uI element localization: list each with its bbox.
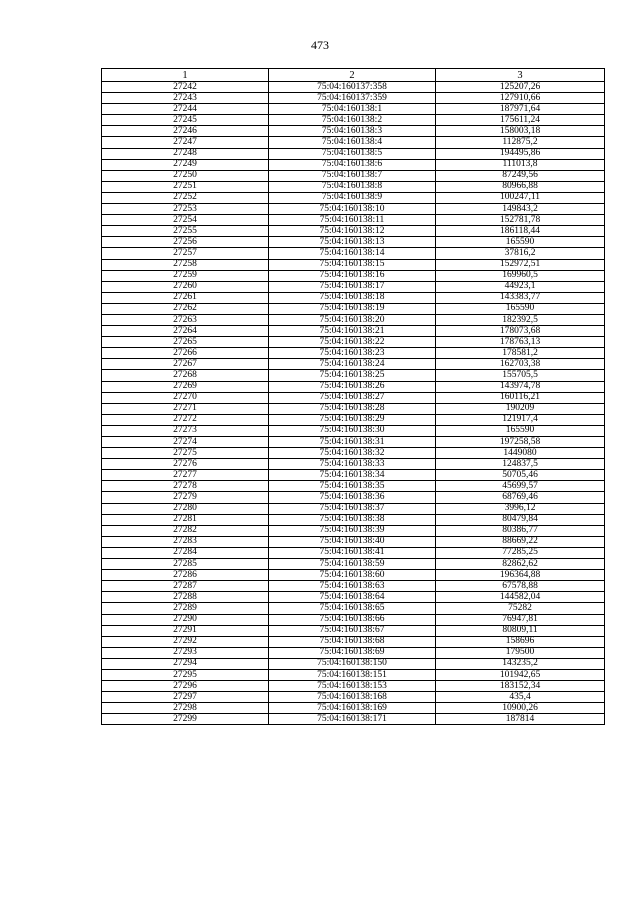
row-number-cell: 27289 <box>102 603 269 614</box>
cadastral-number-cell: 75:04:160138:151 <box>269 669 436 680</box>
table-row <box>102 703 605 714</box>
table-row <box>102 592 605 603</box>
cadastral-number-cell: 75:04:160138:26 <box>269 381 436 392</box>
row-number-cell: 27280 <box>102 503 269 514</box>
table-row <box>102 714 605 725</box>
cadastral-number-cell: 75:04:160138:24 <box>269 359 436 370</box>
cadastral-number-cell: 75:04:160138:171 <box>269 714 436 725</box>
value-cell: 77285,25 <box>436 547 605 558</box>
row-number-cell: 27270 <box>102 392 269 403</box>
table-row <box>102 93 605 104</box>
cadastral-number-cell: 75:04:160138:69 <box>269 647 436 658</box>
row-number-cell: 27246 <box>102 126 269 137</box>
row-number-cell: 27269 <box>102 381 269 392</box>
value-cell: 121917,4 <box>436 414 605 425</box>
cadastral-number-cell: 75:04:160138:65 <box>269 603 436 614</box>
row-number-cell: 27261 <box>102 292 269 303</box>
cadastral-number-cell: 75:04:160138:5 <box>269 148 436 159</box>
cadastral-number-cell: 75:04:160138:150 <box>269 658 436 669</box>
row-number-cell: 27276 <box>102 459 269 470</box>
cadastral-number-cell: 75:04:160138:64 <box>269 592 436 603</box>
table-row <box>102 204 605 215</box>
table-row <box>102 159 605 170</box>
cadastral-number-cell: 75:04:160138:7 <box>269 170 436 181</box>
row-number-cell: 27283 <box>102 536 269 547</box>
table-row <box>102 669 605 680</box>
value-cell: 127910,66 <box>436 93 605 104</box>
table-row <box>102 603 605 614</box>
value-cell: 152972,51 <box>436 259 605 270</box>
page-number: 473 <box>311 38 329 52</box>
cadastral-number-cell: 75:04:160138:21 <box>269 326 436 337</box>
cadastral-number-cell: 75:04:160138:169 <box>269 703 436 714</box>
table-row <box>102 192 605 203</box>
cadastral-number-cell: 75:04:160138:30 <box>269 425 436 436</box>
cadastral-number-cell: 75:04:160138:11 <box>269 215 436 226</box>
table-row <box>102 525 605 536</box>
cadastral-number-cell: 75:04:160138:34 <box>269 470 436 481</box>
cadastral-number-cell: 75:04:160138:59 <box>269 559 436 570</box>
table-row <box>102 559 605 570</box>
value-cell: 149843,2 <box>436 204 605 215</box>
table-row <box>102 437 605 448</box>
cadastral-number-cell: 75:04:160138:1 <box>269 104 436 115</box>
table-row <box>102 381 605 392</box>
row-number-cell: 27247 <box>102 137 269 148</box>
table-row <box>102 681 605 692</box>
row-number-cell: 27251 <box>102 181 269 192</box>
value-cell: 68769,46 <box>436 492 605 503</box>
row-number-cell: 27250 <box>102 170 269 181</box>
value-cell: 197258,58 <box>436 437 605 448</box>
row-number-cell: 27248 <box>102 148 269 159</box>
cadastral-number-cell: 75:04:160138:6 <box>269 159 436 170</box>
value-cell: 178073,68 <box>436 326 605 337</box>
table-header-row <box>102 69 605 82</box>
value-cell: 124837,5 <box>436 459 605 470</box>
row-number-cell: 27258 <box>102 259 269 270</box>
table-row <box>102 625 605 636</box>
cadastral-number-cell: 75:04:160138:67 <box>269 625 436 636</box>
cadastral-number-cell: 75:04:160138:25 <box>269 370 436 381</box>
row-number-cell: 27262 <box>102 303 269 314</box>
row-number-cell: 27263 <box>102 314 269 325</box>
row-number-cell: 27284 <box>102 547 269 558</box>
row-number-cell: 27257 <box>102 248 269 259</box>
cadastral-number-cell: 75:04:160138:153 <box>269 681 436 692</box>
cadastral-number-cell: 75:04:160138:28 <box>269 403 436 414</box>
value-cell: 87249,56 <box>436 170 605 181</box>
value-cell: 187971,64 <box>436 104 605 115</box>
row-number-cell: 27272 <box>102 414 269 425</box>
cadastral-number-cell: 75:04:160138:40 <box>269 536 436 547</box>
value-cell: 160116,21 <box>436 392 605 403</box>
table-row <box>102 337 605 348</box>
row-number-cell: 27278 <box>102 481 269 492</box>
value-cell: 143974,78 <box>436 381 605 392</box>
value-cell: 125207,26 <box>436 82 605 93</box>
row-number-cell: 27255 <box>102 226 269 237</box>
value-cell: 143383,77 <box>436 292 605 303</box>
row-number-cell: 27264 <box>102 326 269 337</box>
cadastral-number-cell: 75:04:160138:35 <box>269 481 436 492</box>
cadastral-number-cell: 75:04:160138:18 <box>269 292 436 303</box>
cadastral-number-cell: 75:04:160137:358 <box>269 82 436 93</box>
cadastral-number-cell: 75:04:160137:359 <box>269 93 436 104</box>
table-row <box>102 359 605 370</box>
value-cell: 100247,11 <box>436 192 605 203</box>
value-cell: 162703,38 <box>436 359 605 370</box>
row-number-cell: 27296 <box>102 681 269 692</box>
value-cell: 194495,86 <box>436 148 605 159</box>
table-row <box>102 425 605 436</box>
table-row <box>102 82 605 93</box>
row-number-cell: 27271 <box>102 403 269 414</box>
table-row <box>102 326 605 337</box>
cadastral-number-cell: 75:04:160138:66 <box>269 614 436 625</box>
table-row <box>102 403 605 414</box>
cadastral-number-cell: 75:04:160138:168 <box>269 692 436 703</box>
table-row <box>102 392 605 403</box>
row-number-cell: 27267 <box>102 359 269 370</box>
row-number-cell: 27295 <box>102 669 269 680</box>
cadastral-number-cell: 75:04:160138:19 <box>269 303 436 314</box>
cadastral-number-cell: 75:04:160138:13 <box>269 237 436 248</box>
value-cell: 178581,2 <box>436 348 605 359</box>
value-cell: 178763,13 <box>436 337 605 348</box>
column-header-1: 1 <box>102 69 269 82</box>
value-cell: 88669,22 <box>436 536 605 547</box>
row-number-cell: 27287 <box>102 581 269 592</box>
table-row <box>102 215 605 226</box>
value-cell: 80479,84 <box>436 514 605 525</box>
value-cell: 75282 <box>436 603 605 614</box>
row-number-cell: 27249 <box>102 159 269 170</box>
cadastral-number-cell: 75:04:160138:39 <box>269 525 436 536</box>
cadastral-number-cell: 75:04:160138:60 <box>269 570 436 581</box>
table-row <box>102 636 605 647</box>
value-cell: 45699,57 <box>436 481 605 492</box>
table-row <box>102 470 605 481</box>
cadastral-number-cell: 75:04:160138:22 <box>269 337 436 348</box>
table-row <box>102 570 605 581</box>
table-row <box>102 614 605 625</box>
cadastral-number-cell: 75:04:160138:41 <box>269 547 436 558</box>
row-number-cell: 27275 <box>102 448 269 459</box>
row-number-cell: 27265 <box>102 337 269 348</box>
table-row <box>102 181 605 192</box>
value-cell: 165590 <box>436 425 605 436</box>
cadastral-number-cell: 75:04:160138:31 <box>269 437 436 448</box>
cadastral-number-cell: 75:04:160138:23 <box>269 348 436 359</box>
cadastral-number-cell: 75:04:160138:38 <box>269 514 436 525</box>
row-number-cell: 27285 <box>102 559 269 570</box>
cadastral-number-cell: 75:04:160138:33 <box>269 459 436 470</box>
row-number-cell: 27293 <box>102 647 269 658</box>
value-cell: 165590 <box>436 303 605 314</box>
value-cell: 190209 <box>436 403 605 414</box>
value-cell: 169960,5 <box>436 270 605 281</box>
row-number-cell: 27299 <box>102 714 269 725</box>
value-cell: 82862,62 <box>436 559 605 570</box>
cadastral-number-cell: 75:04:160138:2 <box>269 115 436 126</box>
table-row <box>102 248 605 259</box>
value-cell: 3996,12 <box>436 503 605 514</box>
value-cell: 435,4 <box>436 692 605 703</box>
table-row <box>102 226 605 237</box>
row-number-cell: 27288 <box>102 592 269 603</box>
cadastral-number-cell: 75:04:160138:68 <box>269 636 436 647</box>
row-number-cell: 27253 <box>102 204 269 215</box>
table-row <box>102 581 605 592</box>
value-cell: 44923,1 <box>436 281 605 292</box>
table-row <box>102 370 605 381</box>
table-row <box>102 126 605 137</box>
cadastral-number-cell: 75:04:160138:12 <box>269 226 436 237</box>
table-row <box>102 170 605 181</box>
value-cell: 80809,11 <box>436 625 605 636</box>
cadastral-number-cell: 75:04:160138:37 <box>269 503 436 514</box>
row-number-cell: 27282 <box>102 525 269 536</box>
value-cell: 152781,78 <box>436 215 605 226</box>
table-row <box>102 459 605 470</box>
value-cell: 1449080 <box>436 448 605 459</box>
row-number-cell: 27277 <box>102 470 269 481</box>
table-row <box>102 270 605 281</box>
row-number-cell: 27242 <box>102 82 269 93</box>
row-number-cell: 27274 <box>102 437 269 448</box>
cadastral-number-cell: 75:04:160138:63 <box>269 581 436 592</box>
row-number-cell: 27279 <box>102 492 269 503</box>
value-cell: 10900,26 <box>436 703 605 714</box>
value-cell: 187814 <box>436 714 605 725</box>
row-number-cell: 27273 <box>102 425 269 436</box>
cadastral-number-cell: 75:04:160138:17 <box>269 281 436 292</box>
table-row <box>102 414 605 425</box>
row-number-cell: 27256 <box>102 237 269 248</box>
value-cell: 183152,34 <box>436 681 605 692</box>
row-number-cell: 27292 <box>102 636 269 647</box>
column-header-2: 2 <box>269 69 436 82</box>
cadastral-number-cell: 75:04:160138:16 <box>269 270 436 281</box>
value-cell: 143235,2 <box>436 658 605 669</box>
cadastral-number-cell: 75:04:160138:8 <box>269 181 436 192</box>
cadastral-value-table <box>101 68 605 725</box>
row-number-cell: 27254 <box>102 215 269 226</box>
row-number-cell: 27297 <box>102 692 269 703</box>
row-number-cell: 27294 <box>102 658 269 669</box>
table-row <box>102 115 605 126</box>
cadastral-number-cell: 75:04:160138:36 <box>269 492 436 503</box>
cadastral-number-cell: 75:04:160138:29 <box>269 414 436 425</box>
value-cell: 112875,2 <box>436 137 605 148</box>
table-row <box>102 503 605 514</box>
row-number-cell: 27268 <box>102 370 269 381</box>
table-row <box>102 448 605 459</box>
value-cell: 67578,88 <box>436 581 605 592</box>
table-row <box>102 104 605 115</box>
cadastral-number-cell: 75:04:160138:4 <box>269 137 436 148</box>
row-number-cell: 27266 <box>102 348 269 359</box>
cadastral-number-cell: 75:04:160138:3 <box>269 126 436 137</box>
value-cell: 80386,77 <box>436 525 605 536</box>
value-cell: 111013,8 <box>436 159 605 170</box>
row-number-cell: 27286 <box>102 570 269 581</box>
value-cell: 155705,5 <box>436 370 605 381</box>
table-row <box>102 481 605 492</box>
value-cell: 165590 <box>436 237 605 248</box>
table-row <box>102 536 605 547</box>
table-row <box>102 237 605 248</box>
value-cell: 196364,88 <box>436 570 605 581</box>
cadastral-number-cell: 75:04:160138:20 <box>269 314 436 325</box>
value-cell: 179500 <box>436 647 605 658</box>
cadastral-number-cell: 75:04:160138:27 <box>269 392 436 403</box>
row-number-cell: 27244 <box>102 104 269 115</box>
value-cell: 182392,5 <box>436 314 605 325</box>
row-number-cell: 27298 <box>102 703 269 714</box>
row-number-cell: 27290 <box>102 614 269 625</box>
row-number-cell: 27243 <box>102 93 269 104</box>
table-row <box>102 259 605 270</box>
table-row <box>102 303 605 314</box>
table-row <box>102 492 605 503</box>
table-row <box>102 137 605 148</box>
row-number-cell: 27245 <box>102 115 269 126</box>
value-cell: 76947,81 <box>436 614 605 625</box>
row-number-cell: 27252 <box>102 192 269 203</box>
value-cell: 37816,2 <box>436 248 605 259</box>
value-cell: 101942,65 <box>436 669 605 680</box>
cadastral-number-cell: 75:04:160138:14 <box>269 248 436 259</box>
value-cell: 158696 <box>436 636 605 647</box>
value-cell: 158003,18 <box>436 126 605 137</box>
row-number-cell: 27259 <box>102 270 269 281</box>
row-number-cell: 27291 <box>102 625 269 636</box>
table-row <box>102 514 605 525</box>
table-row <box>102 647 605 658</box>
row-number-cell: 27281 <box>102 514 269 525</box>
table-body <box>102 82 605 725</box>
table-row <box>102 292 605 303</box>
row-number-cell: 27260 <box>102 281 269 292</box>
table-row <box>102 281 605 292</box>
value-cell: 50705,46 <box>436 470 605 481</box>
value-cell: 144582,04 <box>436 592 605 603</box>
cadastral-number-cell: 75:04:160138:10 <box>269 204 436 215</box>
table-row <box>102 692 605 703</box>
cadastral-number-cell: 75:04:160138:15 <box>269 259 436 270</box>
cadastral-number-cell: 75:04:160138:9 <box>269 192 436 203</box>
table-row <box>102 314 605 325</box>
value-cell: 175611,24 <box>436 115 605 126</box>
value-cell: 186118,44 <box>436 226 605 237</box>
table-row <box>102 547 605 558</box>
value-cell: 80966,88 <box>436 181 605 192</box>
table-row <box>102 348 605 359</box>
column-header-3: 3 <box>436 69 605 82</box>
table-row <box>102 148 605 159</box>
table-row <box>102 658 605 669</box>
cadastral-number-cell: 75:04:160138:32 <box>269 448 436 459</box>
